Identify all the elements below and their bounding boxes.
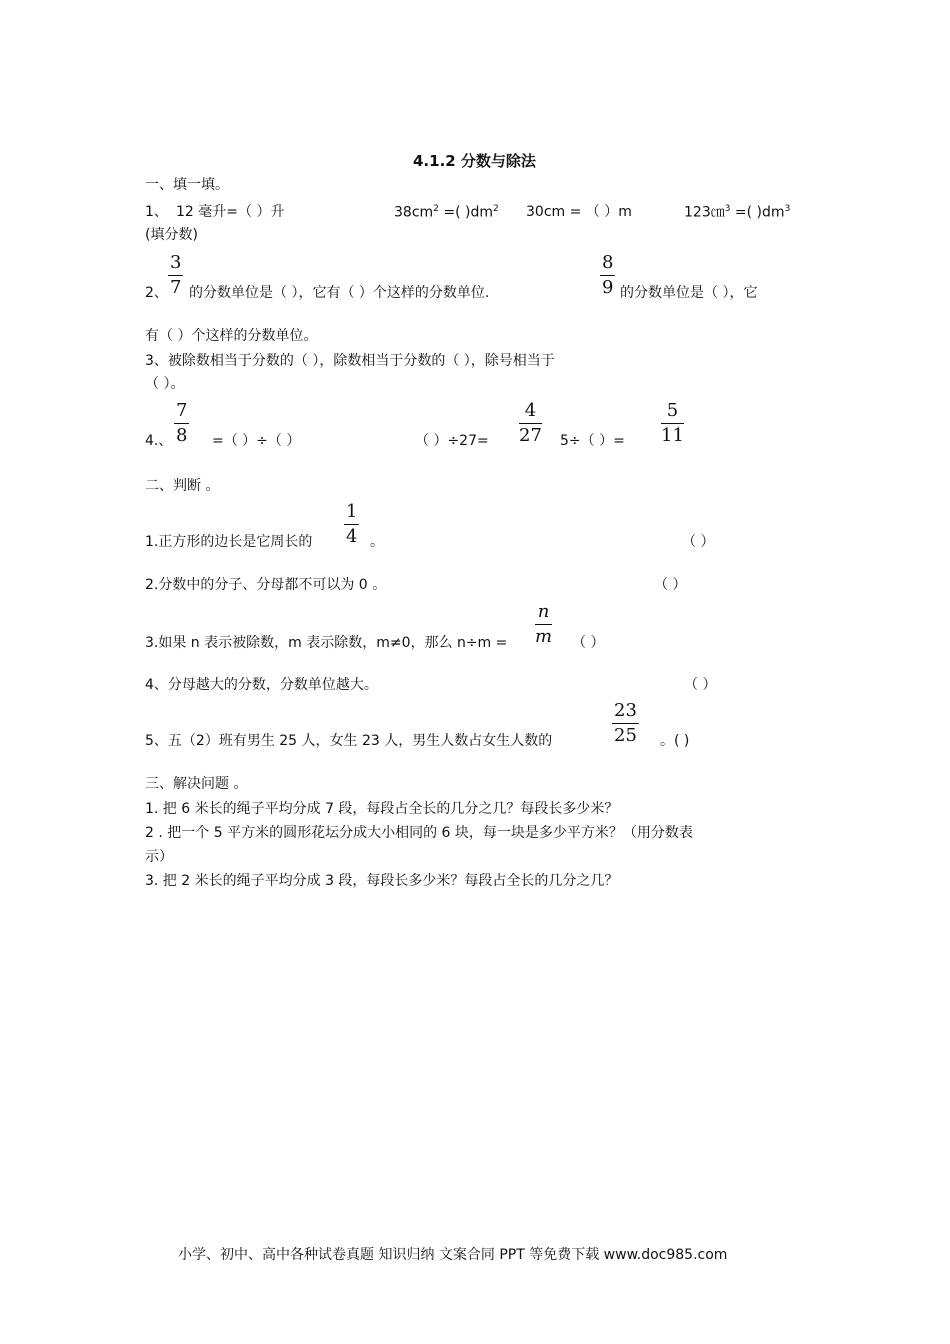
q4-text1: =（ ）÷（ ） (212, 433, 301, 449)
judge-item-5: 5、五（2）班有男生 25 人，女生 23 人，男生人数占女生人数的 (145, 733, 553, 749)
problem-2: 2 . 把一个 5 平方米的圆形花坛分成大小相同的 6 块，每一块是多少平方米？（用分数表 (145, 825, 693, 841)
section1-heading: 一、填一填。 (145, 177, 229, 193)
page-title: 4.1.2 分数与除法 (413, 152, 536, 170)
fraction-numerator: 23 (614, 700, 637, 721)
fraction-denominator: 4 (346, 526, 358, 547)
fraction-numerator: 4 (524, 400, 537, 421)
fraction-denominator: 27 (519, 425, 542, 446)
q1-sup: 3 (784, 204, 791, 214)
fraction (344, 503, 359, 546)
problem-1: 1. 把 6 米长的绳子平均分成 7 段，每段占全长的几分之几？每段长多少米？ (145, 801, 619, 817)
fraction-denominator: 9 (602, 277, 614, 298)
fraction (168, 254, 183, 297)
footer-text: 小学、初中、高中各种试卷真题 知识归纳 文案合同 PPT 等免费下载 www.doc985.com (178, 1247, 728, 1263)
fraction-denominator: 8 (176, 425, 188, 446)
q1-part4: 30cm = （ ）m (526, 204, 632, 220)
judge-item-1: 1.正方形的边长是它周长的 (145, 534, 313, 550)
fraction-numerator: 7 (176, 400, 188, 421)
q1-note: (填分数) (145, 227, 198, 243)
fraction-denominator: 7 (170, 277, 182, 298)
q1-sup: 2 (433, 204, 439, 214)
fraction-numerator: 3 (170, 252, 182, 273)
fraction-denominator: 11 (661, 425, 684, 446)
q1-sup: 3 (724, 204, 731, 214)
q1-sup: 2 (492, 204, 499, 214)
q2-text2: 的分数单位是（ ），它 (620, 285, 758, 301)
q4-number: 4.、 (145, 433, 173, 449)
judge-item-1-tail: 。 (370, 534, 384, 550)
q3-line2: （ ）。 (145, 376, 185, 392)
q1-part2 (394, 205, 499, 220)
q1-part1: 12 毫升=（ ）升 (176, 204, 285, 220)
q1-blank: =( )dm (438, 204, 493, 221)
fraction (661, 402, 684, 445)
judge-answer-blank: 。( ) (660, 733, 690, 749)
problem-2-cont: 示） (145, 849, 173, 865)
q1-part5 (684, 205, 790, 220)
fraction-numerator: 8 (602, 252, 614, 273)
fraction (519, 402, 542, 445)
problem-3: 3. 把 2 米长的绳子平均分成 3 段，每段长多少米？每段占全长的几分之几？ (145, 873, 619, 889)
section2-heading: 二、判断 。 (145, 478, 220, 494)
fraction-denominator: m (535, 626, 553, 647)
judge-answer-blank: （ ） (654, 577, 687, 593)
q1-unit-text: 123㎝ (684, 204, 725, 221)
q1-blank: =( )dm (730, 204, 785, 221)
judge-item-3: 3.如果 n 表示被除数，m 表示除数，m≠0，那么 n÷m = (145, 635, 508, 651)
fraction-numerator: 1 (346, 501, 358, 522)
fraction-numerator: 5 (666, 400, 679, 421)
section3-heading: 三、解决问题 。 (145, 776, 248, 792)
q1-number: 1、 (145, 204, 168, 220)
q3-line1: 3、被除数相当于分数的（ ），除数相当于分数的（ ），除号相当于 (145, 353, 555, 369)
q2-line2: 有（ ）个这样的分数单位。 (145, 328, 318, 344)
fraction (174, 402, 189, 445)
q4-text2: （ ）÷27= (415, 433, 489, 449)
judge-item-4: 4、分母越大的分数，分数单位越大。 (145, 677, 378, 693)
q1-unit-text: 38cm (394, 204, 434, 221)
q2-number: 2、 (145, 285, 168, 301)
q2-text1: 的分数单位是（ ），它有（ ）个这样的分数单位. (189, 285, 490, 301)
judge-answer-blank: （ ） (682, 534, 715, 550)
fraction-denominator: 25 (614, 725, 637, 746)
fraction-numerator: n (537, 601, 550, 622)
q4-text3: 5÷（ ）= (560, 433, 625, 449)
fraction (535, 603, 552, 646)
fraction (612, 702, 639, 745)
judge-answer-blank: （ ） (684, 677, 717, 693)
judge-item-2: 2.分数中的分子、分母都不可以为 0 。 (145, 577, 387, 593)
judge-answer-blank: （ ） (572, 635, 605, 651)
fraction (600, 254, 615, 297)
